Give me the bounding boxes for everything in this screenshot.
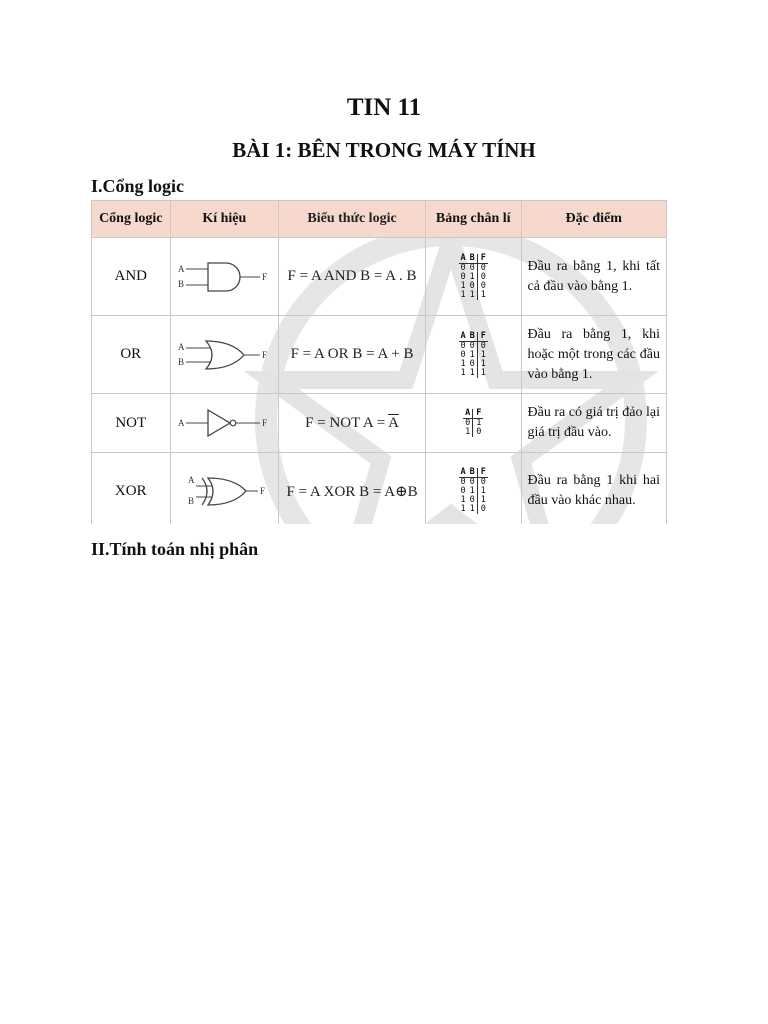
gate-name: AND [92, 238, 171, 316]
gate-name: NOT [92, 394, 171, 453]
truth-table-cell [425, 238, 521, 316]
header-gate: Cổng logic [92, 201, 171, 238]
gate-expression: F = A OR B = A + B [279, 316, 426, 394]
table-row-or [92, 316, 667, 394]
section-heading-logic-gates: I.Cổng logic [91, 176, 185, 196]
truth-table-cell [425, 316, 521, 394]
gate-expression: F = A XOR B = A⊕B [279, 453, 426, 525]
gate-description: Đầu ra bằng 1, khi tất cả đầu vào bằng 1. [521, 238, 667, 316]
gate-expression-negated: $\overline{A}$ [388, 414, 399, 431]
gate-expression [279, 394, 426, 453]
gate-description: Đầu ra bằng 1 khi hai đầu vào khác nhau. [521, 453, 667, 525]
header-characteristics: Đặc điểm [521, 201, 667, 238]
input-label-b: B [188, 496, 195, 506]
xor-gate-icon [174, 471, 274, 511]
truth-table-xor: A B F 0 0 0 0 1 1 1 0 1 1 1 0 [460, 467, 486, 514]
gate-symbol-cell [170, 453, 279, 525]
output-label-f: F [262, 271, 268, 282]
logic-gates-table-figure [91, 200, 667, 524]
table-row-xor [92, 453, 667, 525]
header-expression: Biểu thức logic [279, 201, 426, 238]
table-header-row [92, 201, 667, 238]
gate-name: XOR [92, 453, 171, 525]
input-label-a: A [178, 341, 185, 352]
header-symbol: Kí hiệu [170, 201, 279, 238]
table-row-not [92, 394, 667, 453]
or-gate-icon [174, 335, 274, 375]
table-row-and [92, 238, 667, 316]
truth-table-or: A B F 0 0 0 0 1 1 1 0 1 1 1 1 [460, 330, 486, 378]
document-title: TIN 11 [346, 94, 422, 121]
gate-description: Đầu ra có giá trị đảo lại giá trị đầu vào. [521, 394, 667, 453]
logic-gates-table [91, 200, 667, 524]
gate-expression-prefix: F = NOT A = [305, 414, 389, 431]
truth-table-not: A F 0 1 1 0 [465, 408, 482, 437]
gate-expression: F = A AND B = A . B [279, 238, 426, 316]
input-label-b: B [178, 356, 185, 367]
output-label-f: F [262, 418, 268, 428]
and-gate-icon [174, 257, 274, 297]
gate-symbol-cell [170, 316, 279, 394]
truth-table-cell [425, 394, 521, 453]
truth-table-and: A B F 0 0 0 0 1 0 1 0 0 1 1 1 [460, 252, 486, 300]
gate-description: Đầu ra bằng 1, khi hoặc một trong các đầu vào bằng 1. [521, 316, 667, 394]
section-heading-binary-arithmetic: II.Tính toán nhị phân [91, 539, 259, 559]
gate-symbol-cell [170, 238, 279, 316]
not-gate-icon [174, 406, 274, 440]
output-label-f: F [260, 486, 266, 496]
input-label-a: A [178, 418, 185, 428]
output-label-f: F [262, 349, 268, 360]
gate-symbol-cell [170, 394, 279, 453]
input-label-a: A [178, 263, 185, 274]
truth-table-cell [425, 453, 521, 525]
document-subtitle: BÀI 1: BÊN TRONG MÁY TÍNH [232, 138, 536, 162]
gate-name: OR [92, 316, 171, 394]
input-label-b: B [178, 278, 185, 289]
input-label-a: A [188, 475, 195, 485]
header-truth-table: Bảng chân lí [425, 201, 521, 238]
